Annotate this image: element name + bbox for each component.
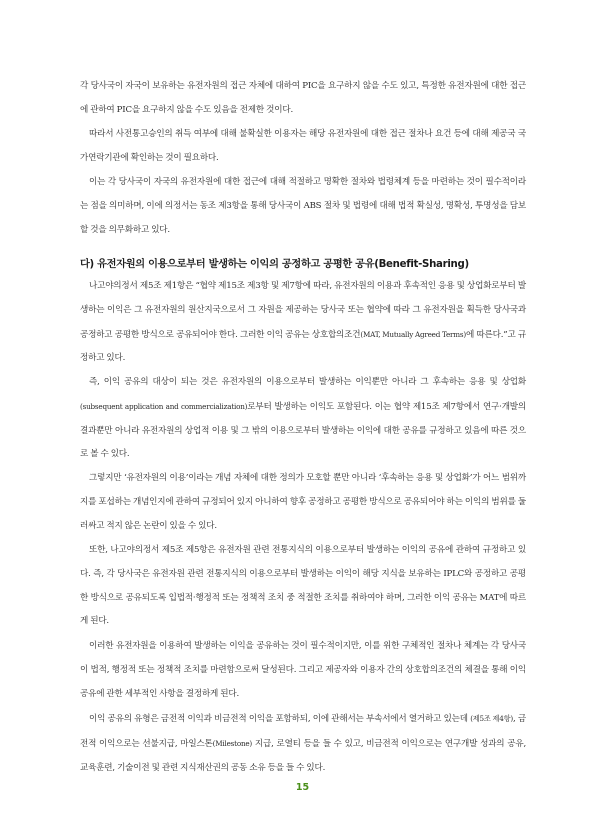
paragraph-pic-premise: 각 당사국이 자국이 보유하는 유전자원의 접근 자체에 대하여 PIC을 요구하지 않을 수도 있고, 특정한 유전자원에 대한 접근에 관하여 PIC을 요구하지 않을 수도 있음을 전제한 것이다. — [80, 81, 526, 115]
paragraph-ambiguity: 그렇지만 ‘유전자원의 이용’이라는 개념 자체에 대한 정의가 모호할 뿐만 아니라 ‘후속하는 응용 및 상업화’가 어느 범위까지를 포섭하는 개념인지에 관하여 규정되어 있지 아니하여 향후 공정하고 공평한 방식으로 공유되어야 하는 이익의 범위를 둘러싸고 적지 않은 논란이 있을 수 있다. — [80, 473, 526, 531]
article5-1-ending: 에 따른다.”고 규정하고 있다. — [80, 329, 526, 364]
section-heading: 다) 유전자원의 이용으로부터 발생하는 이익의 공정하고 공평한 공유(Benefit-Sharing) — [80, 259, 469, 270]
paragraph-legal-certainty: 이는 각 당사국이 자국의 유전자원에 대한 접근에 대해 적절하고 명확한 절차와 법령체계 등을 마련하는 것이 필수적이라는 점을 의미하며, 이에 의정서는 동조 제3항을 통해 당사국이 ABS 절차 및 법령에 대해 법적 확실성, 명확성, 투명성을 담보할 것을 의무화하고 있다. — [80, 177, 526, 235]
milestone-term: (Milestone) — [212, 738, 253, 748]
page-number: 15 — [295, 782, 310, 793]
subsequent-term: (subsequent application and commercialization) — [80, 401, 248, 411]
subsequent-ending: 로부터 발생하는 이익도 포함된다. 이는 협약 제15조 제7항에서 연구·개발의 결과뿐만 아니라 유전자원의 상업적 이용 및 그 밖의 이용으로부터 발생하는 이익에 대한 공유를 규정하고 있음에 따른 것으로 볼 수 있다. — [80, 401, 527, 460]
mat-term: (MAT, Mutually Agreed Terms) — [360, 329, 467, 339]
article5-1-text: 나고야의정서 제5조 제1항은 “협약 제15조 제3항 및 제7항에 따라, 유전자원의 이용과 후속적인 응용 및 상업화로부터 발생하는 이익은 그 유전자원의 원산지국으로서 그 자원을 제공하는 당사국 또는 협약에 따라 그 유전자원을 획득한 당사국과 공정하고 공평한 방식으로 공유되어야 한다. 그러한 이익 공유는 상호합의조건 — [80, 281, 526, 340]
benefit-types-text: 이익 공유의 유형은 금전적 이익과 비금전적 이익을 포함하되, 이에 관해서는 부속서에서 열거하고 있는데 — [89, 714, 471, 724]
benefit-types-ending: 지급, 로열티 등을 들 수 있고, 비금전적 이익으로는 연구개발 성과의 공유, 교육훈련, 기술이전 및 관련 지식재산권의 공동 소유 등을 들 수 있다. — [80, 738, 526, 773]
paragraph-traditional-knowledge: 또한, 나고야의정서 제5조 제5항은 유전자원 관련 전통지식의 이용으로부터 발생하는 이익의 공유에 관하여 규정하고 있다. 즉, 각 당사국은 유전자원 관련 전통지식의 이용으로부터 발생하는 이익이 해당 지식을 보유하는 IPLC와 공정하고 공평한 방식으로 공유되도록 입법적·행정적 또는 정책적 조치 중 적절한 조치를 취하여야 하며, 그러한 이익 공유는 MAT에 따르게 된다. — [80, 545, 526, 627]
benefit-types-mid: , 금전적 이익으로는 선불지급, 마일스톤 — [80, 714, 526, 749]
paragraph-subsequent-application — [80, 371, 526, 467]
subsequent-text: 즉, 이익 공유의 대상이 되는 것은 유전자원의 이용으로부터 발생하는 이익뿐만 아니라 그 후속하는 응용 및 상업화 — [89, 377, 526, 387]
paragraph-procedures: 이러한 유전자원을 이용하여 발생하는 이익을 공유하는 것이 필수적이지만, 이를 위한 구체적인 절차나 체계는 각 당사국이 법적, 행정적 또는 정책적 조치를 마련함으로써 달성된다. 그리고 제공자와 이용자 간의 상호합의조건의 체결을 통해 이익공유에 관한 세부적인 사항을 결정하게 된다. — [80, 641, 526, 699]
article-ref: (제5조 제4항) — [470, 714, 514, 723]
paragraph-verification: 따라서 사전통고승인의 취득 여부에 대해 불확실한 이용자는 해당 유전자원에 대한 접근 절차나 요건 등에 대해 제공국 국가연락기관에 확인하는 것이 필요하다. — [80, 129, 526, 163]
paragraph-benefit-types — [80, 707, 526, 780]
paragraph-article5-1 — [80, 275, 526, 371]
